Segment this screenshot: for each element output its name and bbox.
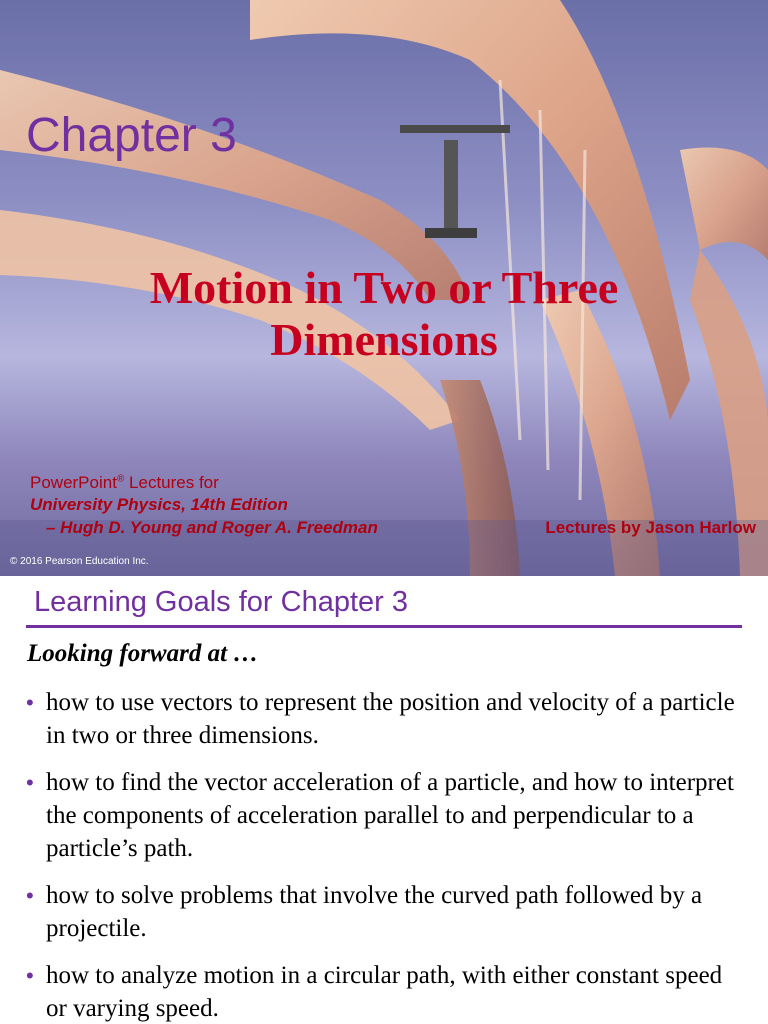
learning-goals-title: Learning Goals for Chapter 3 (34, 586, 408, 618)
learning-goals-list (26, 686, 746, 1024)
list-item (26, 879, 746, 945)
title-divider (26, 625, 742, 628)
list-item (26, 766, 746, 865)
bullet-icon: • (26, 690, 34, 715)
powerpoint-lectures-label (30, 473, 219, 493)
powerpoint-word: PowerPoint (30, 473, 117, 492)
registered-mark: ® (116, 473, 125, 485)
lectures-for-text: Lectures for (124, 473, 219, 492)
chapter-title (0, 262, 768, 366)
goal-text: how to analyze motion in a circular path, with either constant speed or varying speed. (46, 962, 723, 1022)
bullet-icon: • (26, 770, 34, 795)
bullet-icon: • (26, 883, 34, 908)
lecturer-credit: Lectures by Jason Harlow (545, 518, 756, 537)
book-authors: – Hugh D. Young and Roger A. Freedman (46, 518, 378, 537)
goal-text: how to solve problems that involve the curved path followed by a projectile. (46, 882, 703, 942)
looking-forward-heading: Looking forward at … (27, 640, 259, 667)
list-item (26, 959, 746, 1024)
list-item (26, 686, 746, 752)
book-title: University Physics, 14th Edition (30, 495, 288, 514)
goal-text: how to use vectors to represent the position and velocity of a particle in two or three dimensions. (46, 689, 735, 749)
bullet-icon: • (26, 963, 34, 988)
goal-text: how to find the vector acceleration of a particle, and how to interpret the components of acceleration parallel to and perpendicular to a particle’s path. (46, 769, 734, 862)
chapter-number: Chapter 3 (26, 109, 237, 162)
copyright-notice: © 2016 Pearson Education Inc. (10, 556, 149, 567)
learning-goals-slide (0, 576, 768, 1024)
chapter-title-line1: Motion in Two or Three (149, 262, 619, 313)
chapter-title-line2: Dimensions (270, 314, 498, 365)
